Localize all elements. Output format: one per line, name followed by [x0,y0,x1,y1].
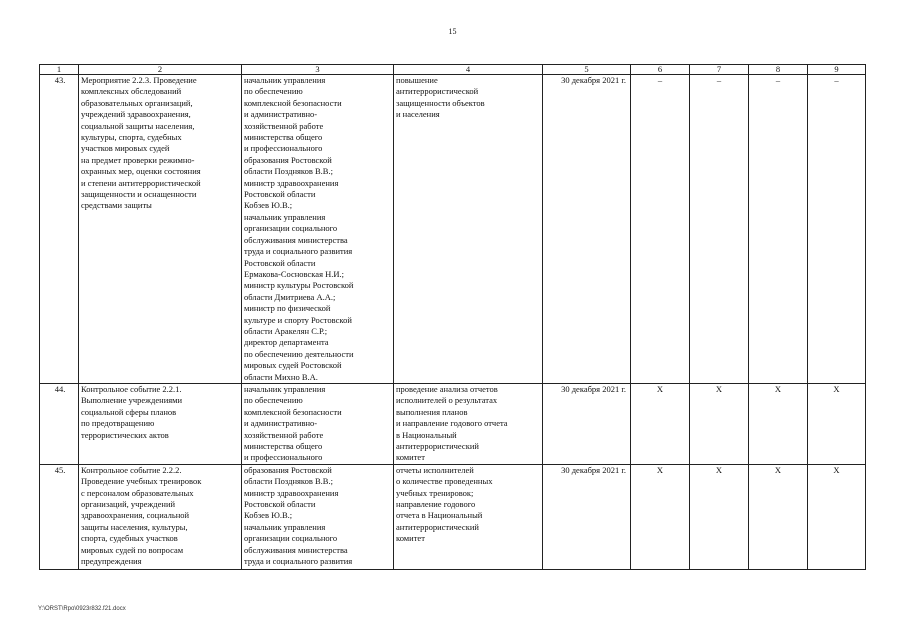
column-header: 2 [79,65,242,75]
mark-cell: – [690,75,749,384]
date-cell: 30 декабря 2021 г. [543,464,631,569]
table-row [40,464,866,569]
mark-cell: Х [690,383,749,464]
footer-file-path: Y:\ORST\Rpo\0923r832.f21.docx [38,606,126,612]
mark-cell: Х [749,464,808,569]
result-cell: проведение анализа отчетов исполнителей о результатах выполнения планов и направление годового отчета в Национальный антитеррористический комитет [394,383,543,464]
table-row [40,383,866,464]
event-cell: Контрольное событие 2.2.2. Проведение учебных тренировок с персоналом образовательных организаций, учреждений здравоохранения, социальной защиты населения, культуры, спорта, судебных участков мировых судей по вопросам предупреждения [79,464,242,569]
event-cell: Мероприятие 2.2.3. Проведение комплексных обследований образовательных организаций, учреждений здравоохранения, социальной защиты населения, культуры, спорта, судебных участков мировых судей на предмет проверки режимно- охранных мер, оценки состояния и степени антитеррористической защищенности и оснащенности средствами защиты [79,75,242,384]
mark-cell: Х [808,464,866,569]
column-header: 9 [808,65,866,75]
plan-table [39,64,866,570]
mark-cell: – [808,75,866,384]
mark-cell: Х [690,464,749,569]
row-number: 44. [40,383,79,464]
row-number: 45. [40,464,79,569]
mark-cell: – [631,75,690,384]
date-cell: 30 декабря 2021 г. [543,75,631,384]
table-header-row [40,65,866,75]
result-cell: повышение антитеррористической защищенности объектов и населения [394,75,543,384]
responsible-cell: начальник управления по обеспечению комплексной безопасности и административно- хозяйственной работе министерства общего и профессионального [242,383,394,464]
mark-cell: Х [631,464,690,569]
column-header: 8 [749,65,808,75]
column-header: 5 [543,65,631,75]
page-number: 15 [448,27,457,36]
table-row [40,75,866,384]
mark-cell: – [749,75,808,384]
column-header: 4 [394,65,543,75]
event-cell: Контрольное событие 2.2.1. Выполнение учреждениями социальной сферы планов по предотвращению террористических актов [79,383,242,464]
row-number: 43. [40,75,79,384]
column-header: 7 [690,65,749,75]
column-header: 1 [40,65,79,75]
responsible-cell: образования Ростовской области Поздняков В.В.; министр здравоохранения Ростовской области Кобзев Ю.В.; начальник управления организации социального обслуживания министерства труда и социального развития [242,464,394,569]
column-header: 3 [242,65,394,75]
date-cell: 30 декабря 2021 г. [543,383,631,464]
result-cell: отчеты исполнителей о количестве проведенных учебных тренировок; направление годового отчета в Национальный антитеррористический комитет [394,464,543,569]
responsible-cell: начальник управления по обеспечению комплексной безопасности и административно- хозяйственной работе министерства общего и профессионального образования Ростовской области Поздняков В.В.; министр здравоохранения Ростовской области Кобзев Ю.В.; начальник управления организации социального обслуживания министерства труда и социального развития Ростовской области Ермакова-Сосновская Н.И.; министр культуры Ростовской области Дмитриева А.А.; министр по физической культуре и спорту Ростовской области Аракелян С.Р.; директор департамента по обеспечению деятельности мировых судей Ростовской области Михно В.А. [242,75,394,384]
mark-cell: Х [631,383,690,464]
mark-cell: Х [749,383,808,464]
mark-cell: Х [808,383,866,464]
column-header: 6 [631,65,690,75]
